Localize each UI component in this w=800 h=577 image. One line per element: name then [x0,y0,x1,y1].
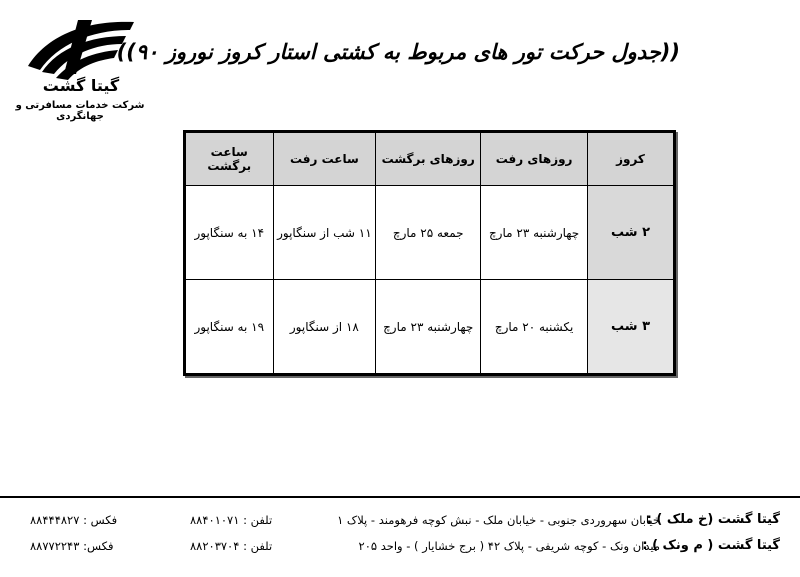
branch-fax: فکس: ۸۸۷۷۲۲۴۳ [30,539,114,553]
cell-cruise: ۳ شب [588,280,674,374]
cell-return-time: ۱۴ به سنگاپور [186,186,274,280]
cell-departure-time: ۱۸ از سنگاپور [273,280,376,374]
header-departure-time: ساعت رفت [273,133,376,186]
header-return-days: روزهای برگشت [376,133,481,186]
header-return-time: ساعت برگشت [186,133,274,186]
cell-return-day: جمعه ۲۵ مارچ [376,186,481,280]
branch-address: میدان ونک - کوچه شریفی - پلاک ۴۲ ( برج خشایار ) - واحد ۲۰۵ [358,539,660,553]
branch-phone: تلفن : ۸۸۴۰۱۰۷۱ [190,513,273,527]
footer-divider [0,496,800,498]
branch-address: خیابان سهروردی جنوبی - خیابان ملک - نبش کوچه فرهومند - پلاک ۱ [337,513,660,527]
branch-fax: فکس : ۸۸۴۴۴۸۲۷ [30,513,118,527]
branch-phone: تلفن : ۸۸۲۰۳۷۰۴ [190,539,273,553]
header-cruise: کروز [588,133,674,186]
company-logo [10,14,150,122]
header-departure-days: روزهای رفت [481,133,588,186]
logo-subtitle: شرکت خدمات مسافرتی و جهانگردی [15,100,145,122]
footer-branch-vanak [20,538,780,558]
cell-departure-day: چهارشنبه ۲۳ مارچ [481,186,588,280]
branch-name: گیتا گشت ( م ونک ) : [642,538,780,553]
footer-branch-malek [20,512,780,532]
branch-name: گیتا گشت (خ ملک ) : [646,512,780,527]
table-header-row [186,133,674,186]
table-row [186,186,674,280]
schedule-table [183,130,676,376]
page-title: ((جدول حرکت تور های مربوط به کشتی استار کروز نوروز ۹۰)) [116,40,680,64]
cell-cruise: ۲ شب [588,186,674,280]
cell-departure-day: یکشنبه ۲۰ مارچ [481,280,588,374]
cell-departure-time: ۱۱ شب از سنگاپور [273,186,376,280]
table-row [186,280,674,374]
logo-name: گیتا گشت [42,76,120,95]
cell-return-time: ۱۹ به سنگاپور [186,280,274,374]
cell-return-day: چهارشنبه ۲۳ مارچ [376,280,481,374]
